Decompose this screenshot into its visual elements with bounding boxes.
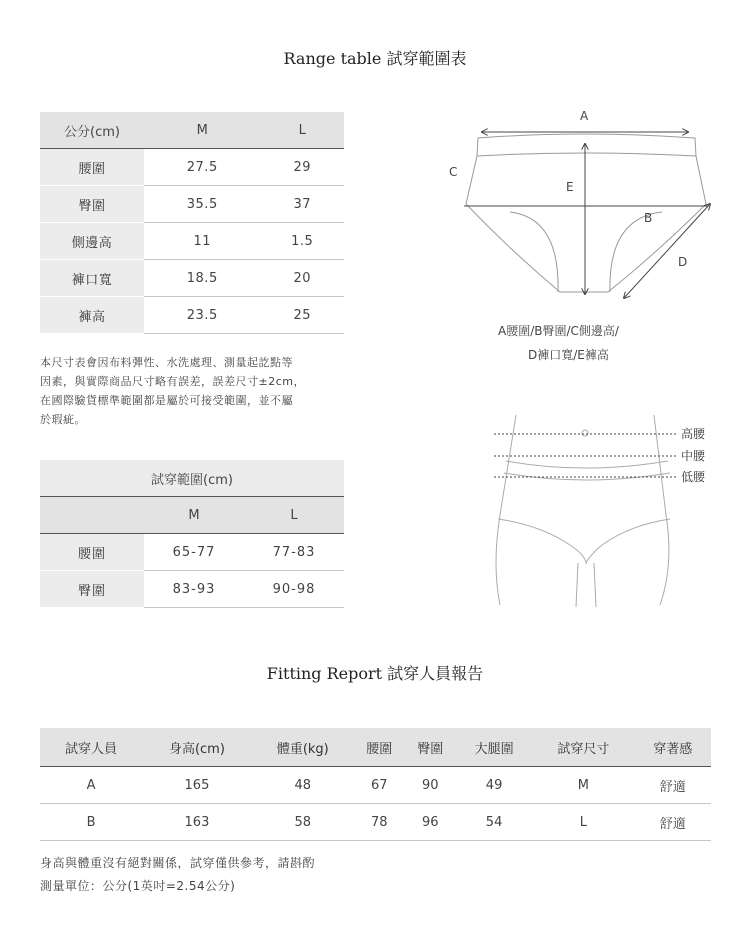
label-c: C [449,165,458,179]
label-d: D [678,255,688,269]
row-label: 褲口寬 [40,260,144,297]
cell-value: 77-83 [244,534,344,571]
header-tester: 試穿人員 [40,728,142,767]
row-label: 腰圍 [40,534,144,571]
note-line: 本尺寸表會因布料彈性、水洗處理、測量起訖點等 [40,356,293,369]
legend-line-2: D褲口寬/E褲高 [528,348,609,362]
header-unit: 公分(cm) [40,112,144,149]
fit-table-title: 試穿範圍(cm) [40,460,344,497]
cell-value: 11 [144,223,260,260]
cell-value: 20 [260,260,344,297]
navel-icon [582,430,588,436]
cell-value: 舒適 [634,804,711,841]
label-a: A [580,109,589,123]
size-table-title: Range table 試穿範圍表 [283,49,467,68]
cell-value: 49 [456,767,533,804]
row-label: 臀圍 [40,571,144,608]
header-size-l: L [260,112,344,149]
row-label: 褲高 [40,297,144,334]
rise-label-high: 高腰 [681,427,706,441]
cell-value: M [532,767,634,804]
size-table-header [40,112,344,149]
row-label: 臀圍 [40,186,144,223]
header-size-l: L [244,497,344,534]
rise-label-mid: 中腰 [681,449,706,463]
table-row [40,186,344,223]
cell-value: 58 [252,804,354,841]
cell-value: 54 [456,804,533,841]
footer-line: 測量單位：公分(1英吋=2.54公分) [40,879,236,893]
fit-table-size-row [40,497,344,534]
blank-header [40,497,144,534]
cell-value: 27.5 [144,149,260,186]
rise-label-low: 低腰 [681,470,706,484]
cell-value: 90 [405,767,456,804]
cell-value: 67 [354,767,405,804]
cell-value: 90-98 [244,571,344,608]
size-table [40,112,344,334]
cell-value: 25 [260,297,344,334]
label-e: E [566,180,574,194]
fitting-report-table [40,728,711,841]
cell-value: 165 [142,767,252,804]
fit-table-title-row [40,460,344,497]
header-comfort: 穿著感 [634,728,711,767]
fit-range-table [40,460,344,608]
table-row [40,767,711,804]
cell-value: L [532,804,634,841]
header-weight: 體重(kg) [252,728,354,767]
table-row [40,223,344,260]
measurement-diagram [440,100,730,370]
cell-value: 65-77 [144,534,244,571]
cell-value: 163 [142,804,252,841]
legend-line-1: A腰圍/B臀圍/C側邊高/ [498,324,619,338]
cell-value: 78 [354,804,405,841]
table-row [40,571,344,608]
fitting-report-title: Fitting Report 試穿人員報告 [266,664,484,683]
cell-value: 18.5 [144,260,260,297]
cell-value: 83-93 [144,571,244,608]
size-note [40,353,305,429]
cell-value: A [40,767,142,804]
cell-value: 96 [405,804,456,841]
note-line: 於瑕疵。 [40,413,86,426]
cell-value: 1.5 [260,223,344,260]
panty-outline [466,134,706,292]
row-label: 側邊高 [40,223,144,260]
header-size-m: M [144,497,244,534]
waist-rise-diagram [490,415,725,610]
label-b: B [644,211,653,225]
cell-value: 48 [252,767,354,804]
footer-line: 身高與體重沒有絕對關係，試穿僅供參考，請斟酌 [40,856,316,870]
cell-value: 舒適 [634,767,711,804]
header-thigh: 大腿圍 [456,728,533,767]
row-label: 腰圍 [40,149,144,186]
table-row [40,149,344,186]
body-outline [496,415,670,607]
header-hip: 臀圍 [405,728,456,767]
cell-value: 29 [260,149,344,186]
footer-note [40,852,315,898]
table-row [40,534,344,571]
cell-value: 23.5 [144,297,260,334]
header-waist: 腰圍 [354,728,405,767]
header-size: 試穿尺寸 [532,728,634,767]
dimension-d-line [624,204,710,298]
table-row [40,297,344,334]
cell-value: B [40,804,142,841]
table-row [40,804,711,841]
cell-value: 37 [260,186,344,223]
report-header [40,728,711,767]
note-line: 因素，與實際商品尺寸略有誤差，誤差尺寸±2cm， [40,375,305,388]
header-size-m: M [144,112,260,149]
table-row [40,260,344,297]
cell-value: 35.5 [144,186,260,223]
rise-lines [494,434,676,477]
header-height: 身高(cm) [142,728,252,767]
note-line: 在國際驗貨標準範圍都是屬於可接受範圍，並不屬 [40,394,293,407]
